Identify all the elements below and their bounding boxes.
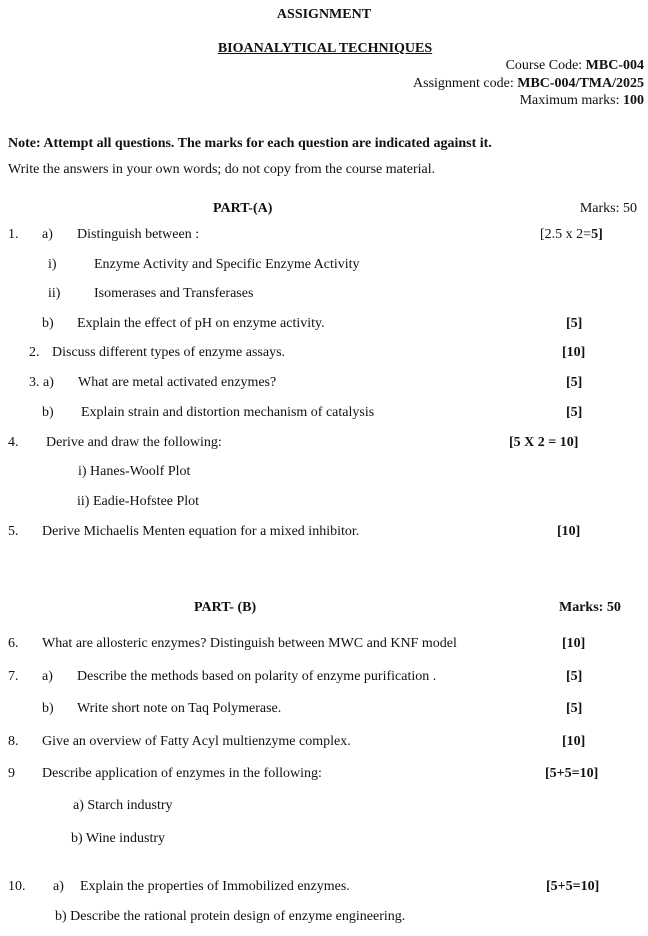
q1b-label: b) bbox=[42, 316, 54, 331]
course-code-value: MBC-004 bbox=[585, 58, 644, 73]
q4-ii-text: ii) Eadie-Hofstee Plot bbox=[77, 494, 200, 509]
max-marks-label: Maximum marks: bbox=[519, 93, 620, 108]
q5-number: 5. bbox=[8, 524, 19, 539]
q4-i-text: i) Hanes-Woolf Plot bbox=[78, 464, 191, 479]
q3b-marks: [5] bbox=[566, 405, 583, 420]
q7b-marks: [5] bbox=[566, 701, 583, 716]
q8-text: Give an overview of Fatty Acyl multienzyme complex. bbox=[42, 734, 351, 749]
q1a-i-number: i) bbox=[48, 257, 57, 272]
max-marks-line bbox=[520, 93, 644, 109]
q10a-text: Explain the properties of Immobilized enzymes. bbox=[80, 879, 350, 894]
q5-marks: [10] bbox=[557, 524, 581, 539]
q9-marks: [5+5=10] bbox=[545, 766, 599, 781]
q7-number: 7. bbox=[8, 669, 19, 684]
q10a-label: a) bbox=[53, 879, 64, 894]
q7a-text: Describe the methods based on polarity of enzyme purification . bbox=[77, 669, 437, 684]
q1a-label: a) bbox=[42, 227, 53, 242]
note: Note: Attempt all questions. The marks for each question are indicated against it. bbox=[8, 136, 492, 151]
q1b-text: Explain the effect of pH on enzyme activity. bbox=[77, 316, 325, 331]
instruction: Write the answers in your own words; do not copy from the course material. bbox=[8, 162, 436, 177]
part-b-title: PART- (B) bbox=[194, 600, 257, 615]
assignment-heading: ASSIGNMENT bbox=[276, 7, 372, 22]
assignment-code-label: Assignment code: bbox=[413, 76, 514, 91]
q1a-ii-text: Isomerases and Transferases bbox=[94, 286, 254, 301]
assignment-code-line bbox=[413, 76, 644, 92]
q3b-label: b) bbox=[42, 405, 54, 420]
max-marks-value: 100 bbox=[623, 93, 644, 108]
q2-marks: [10] bbox=[562, 345, 586, 360]
q6-marks: [10] bbox=[562, 636, 586, 651]
q8-number: 8. bbox=[8, 734, 19, 749]
q2-text: Discuss different types of enzyme assays. bbox=[52, 345, 286, 360]
q10-marks: [5+5=10] bbox=[546, 879, 600, 894]
q7a-label: a) bbox=[42, 669, 53, 684]
q9-text: Describe application of enzymes in the following: bbox=[42, 766, 322, 781]
q3a-text: What are metal activated enzymes? bbox=[78, 375, 277, 390]
q3a-number: 3. a) bbox=[29, 375, 54, 390]
q1a-marks bbox=[540, 227, 603, 243]
q9-a-text: a) Starch industry bbox=[73, 798, 173, 813]
q3b-text: Explain strain and distortion mechanism of catalysis bbox=[81, 405, 375, 420]
q9-number: 9 bbox=[8, 766, 15, 781]
q10b-text: b) Describe the rational protein design of enzyme engineering. bbox=[55, 909, 406, 924]
assignment-code-value: MBC-004/TMA/2025 bbox=[517, 76, 644, 91]
q7b-label: b) bbox=[42, 701, 54, 716]
q8-marks: [10] bbox=[562, 734, 586, 749]
q5-text: Derive Michaelis Menten equation for a mixed inhibitor. bbox=[42, 524, 360, 539]
q1a-marks-bold: 5] bbox=[591, 227, 603, 242]
q7b-text: Write short note on Taq Polymerase. bbox=[77, 701, 282, 716]
q9-b-text: b) Wine industry bbox=[71, 831, 166, 846]
part-a-title: PART-(A) bbox=[213, 201, 273, 216]
course-title: BIOANALYTICAL TECHNIQUES bbox=[217, 41, 433, 56]
course-code-line bbox=[506, 58, 644, 74]
q4-number: 4. bbox=[8, 435, 19, 450]
q4-marks: [5 X 2 = 10] bbox=[509, 435, 579, 450]
q1a-marks-regular: [2.5 x 2= bbox=[540, 227, 592, 242]
q1a-ii-number: ii) bbox=[48, 286, 61, 301]
part-a-marks: Marks: 50 bbox=[579, 201, 637, 216]
course-code-label: Course Code: bbox=[505, 58, 583, 73]
q3a-marks: [5] bbox=[566, 375, 583, 390]
q2-number: 2. bbox=[29, 345, 40, 360]
q1b-marks: [5] bbox=[566, 316, 583, 331]
q1a-i-text: Enzyme Activity and Specific Enzyme Activity bbox=[94, 257, 360, 272]
q6-number: 6. bbox=[8, 636, 19, 651]
q4-text: Derive and draw the following: bbox=[46, 435, 222, 450]
q1-number: 1. bbox=[8, 227, 19, 242]
q1a-text: Distinguish between : bbox=[77, 227, 200, 242]
q6-text: What are allosteric enzymes? Distinguish between MWC and KNF model bbox=[42, 636, 457, 651]
q10-number: 10. bbox=[8, 879, 26, 894]
part-b-marks: Marks: 50 bbox=[559, 600, 621, 615]
q7a-marks: [5] bbox=[566, 669, 583, 684]
